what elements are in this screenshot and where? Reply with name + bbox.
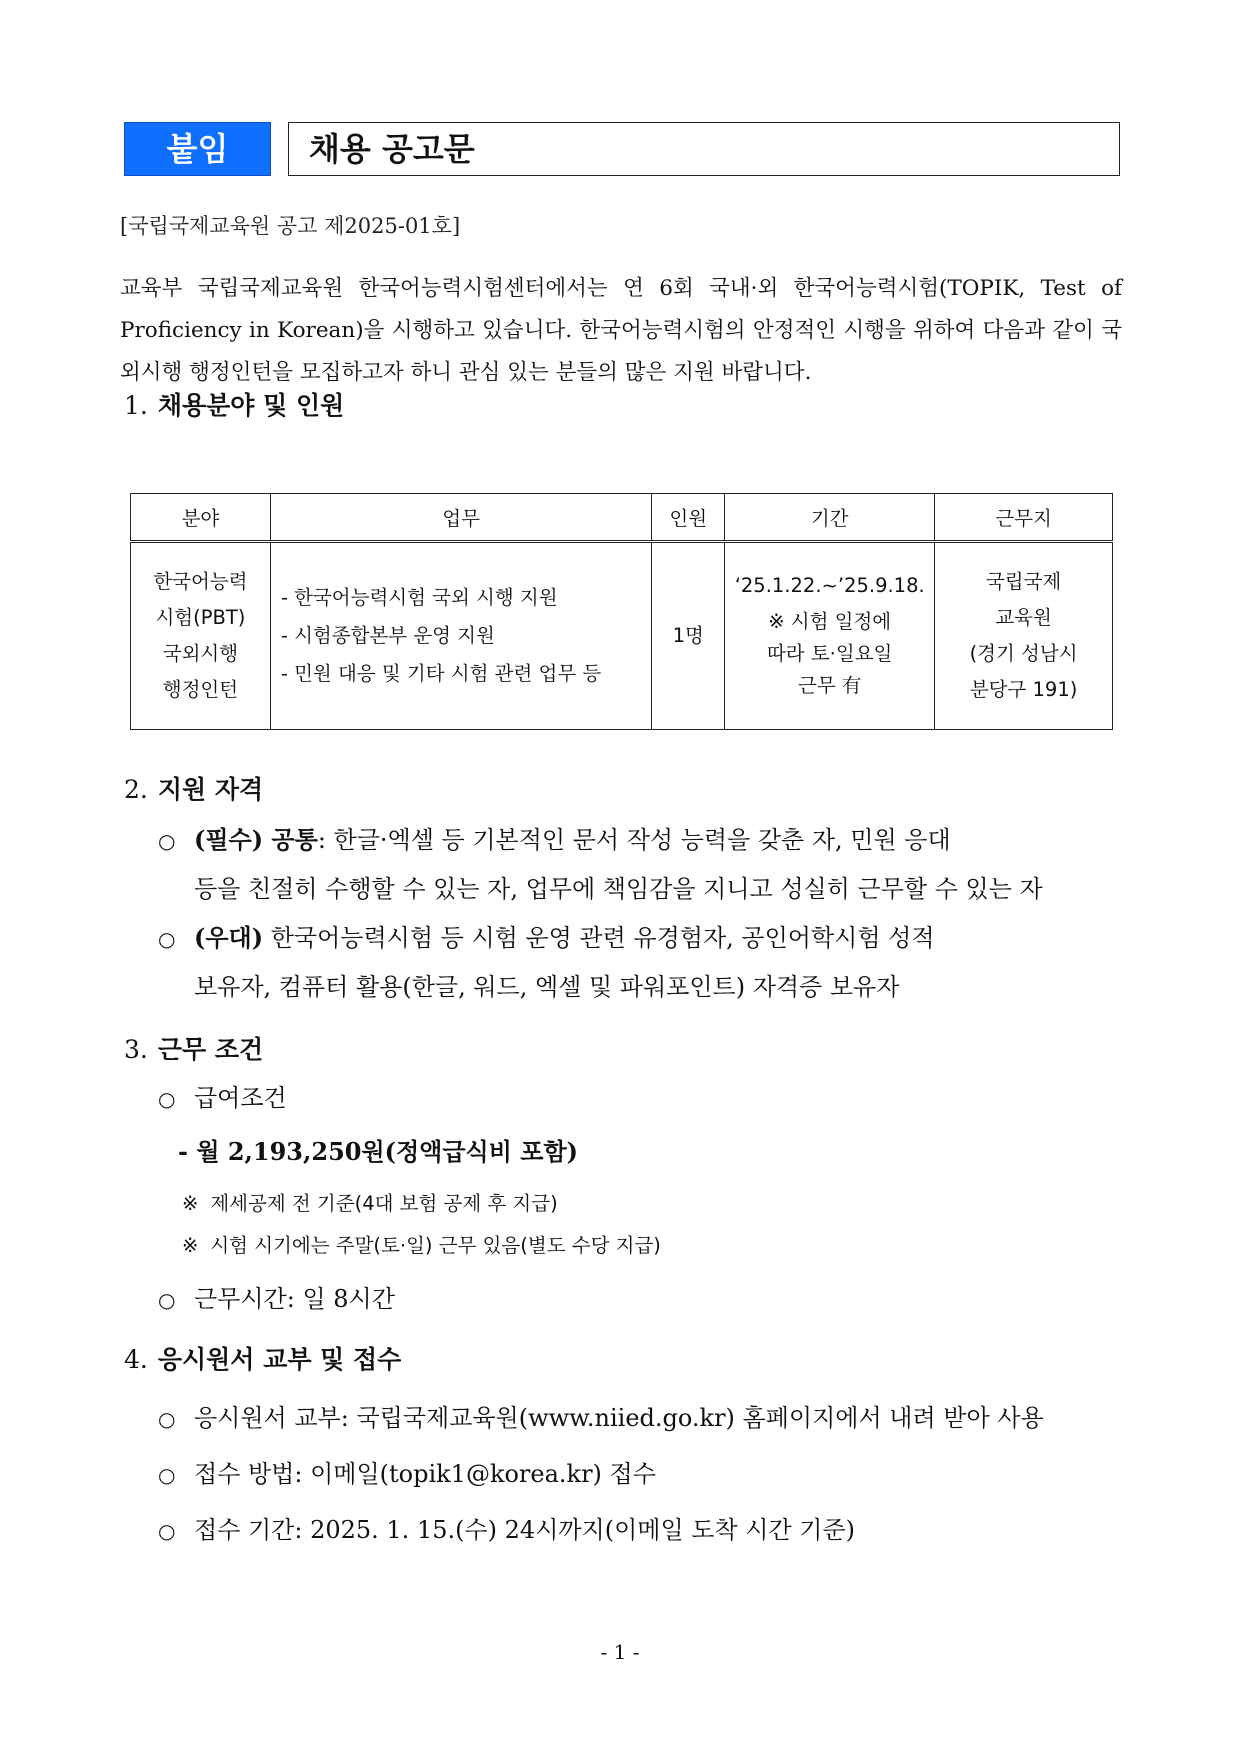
pay-label: 급여조건 xyxy=(194,1084,287,1112)
period-note: 따라 토·일요일 xyxy=(766,642,893,665)
note-mark: ※ xyxy=(182,1234,199,1257)
cell-count: 1명 xyxy=(652,542,725,730)
header-field: 분야 xyxy=(131,494,271,542)
field-line: 행정인턴 xyxy=(162,678,239,701)
bullet-mark: ○ xyxy=(158,829,176,853)
period-note: ※ 시험 일정에 xyxy=(768,610,892,633)
document-title: 채용 공고문 xyxy=(288,122,1120,176)
item-text: 응시원서 교부: 국립국제교육원(www.niied.go.kr) 홈페이지에서 내려 받아 사용 xyxy=(194,1404,1044,1432)
hours-text: 근무시간: 일 8시간 xyxy=(194,1285,395,1313)
work-hours xyxy=(158,1275,1124,1324)
section-title: 지원 자격 xyxy=(157,775,264,804)
cell-period xyxy=(725,542,935,730)
section-number: 3. xyxy=(124,1035,148,1064)
recruitment-table xyxy=(130,493,1113,730)
field-line: 국외시행 xyxy=(162,642,239,665)
pay-note-2 xyxy=(182,1230,661,1258)
pay-condition xyxy=(158,1074,1124,1123)
location-line: (경기 성남시 xyxy=(969,642,1078,665)
bullet-mark: ○ xyxy=(158,1087,176,1111)
application-distribution xyxy=(158,1394,1124,1443)
cell-tasks xyxy=(270,542,651,730)
preferred-text: 한국어능력시험 등 시험 운영 관련 유경험자, 공인어학시험 성적 xyxy=(263,924,935,952)
bullet-mark: ○ xyxy=(158,1519,176,1543)
section-title: 근무 조건 xyxy=(157,1035,264,1064)
note-text: 시험 시기에는 주말(토·일) 근무 있음(별도 수당 지급) xyxy=(210,1234,661,1257)
header-location: 근무지 xyxy=(935,494,1113,542)
cell-location xyxy=(935,542,1113,730)
qualification-preferred xyxy=(158,914,1124,1011)
section-number: 4. xyxy=(124,1345,148,1374)
preferred-text-cont: 보유자, 컴퓨터 활용(한글, 워드, 엑셀 및 파워포인트) 자격증 보유자 xyxy=(194,973,900,1001)
required-text-cont: 등을 친절히 수행할 수 있는 자, 업무에 책임감을 지니고 성실히 근무할 수 있는 자 xyxy=(194,875,1043,903)
required-label: (필수) 공통 xyxy=(194,825,318,854)
section-number: 1. xyxy=(124,391,148,420)
required-text: : 한글·엑셀 등 기본적인 문서 작성 능력을 갖춘 자, 민원 응대 xyxy=(317,826,951,854)
location-line: 국립국제 xyxy=(985,570,1062,593)
cell-field xyxy=(131,542,271,730)
item-text: 접수 방법: 이메일(topik1@korea.kr) 접수 xyxy=(194,1460,656,1488)
section-title: 응시원서 교부 및 접수 xyxy=(157,1345,402,1374)
field-line: 시험(PBT) xyxy=(155,606,246,629)
section-4-heading xyxy=(124,1340,401,1376)
period-note: 근무 有 xyxy=(798,674,862,697)
page-number: - 1 - xyxy=(600,1640,640,1664)
application-method xyxy=(158,1450,1124,1499)
bullet-mark: ○ xyxy=(158,1288,176,1312)
task-item: - 시험종합본부 운영 지원 xyxy=(280,624,495,647)
pay-note-1 xyxy=(182,1188,558,1216)
task-item: - 한국어능력시험 국외 시행 지원 xyxy=(280,586,558,609)
intro-paragraph: 교육부 국립국제교육원 한국어능력시험센터에서는 연 6회 국내·외 한국어능력시험(TOPIK, Test of Proficiency in Korean)을 시행하고 있습니다. 한국어능력시험의 안정적인 시행을 위하여 다음과 같이 국외시행 행정인턴을 모집하고자 하니 관심 있는 분들의 많은 지원 바랍니다. xyxy=(120,276,1122,385)
note-text: 제세공제 전 기준(4대 보험 공제 후 지급) xyxy=(210,1192,558,1215)
bullet-mark: ○ xyxy=(158,1407,176,1431)
task-item: - 민원 대응 및 기타 시험 관련 업무 등 xyxy=(280,662,602,685)
section-number: 2. xyxy=(124,775,148,804)
qualification-required xyxy=(158,816,1124,913)
header-tasks: 업무 xyxy=(270,494,651,542)
bullet-mark: ○ xyxy=(158,927,176,951)
note-mark: ※ xyxy=(182,1192,199,1215)
preferred-label: (우대) xyxy=(194,923,264,952)
section-3-heading xyxy=(124,1030,263,1066)
header-period: 기간 xyxy=(725,494,935,542)
notice-reference: [국립국제교육원 공고 제2025-01호] xyxy=(120,214,461,238)
table-header-row xyxy=(131,494,1113,542)
period-range: ‘25.1.22.∼’25.9.18. xyxy=(734,574,925,597)
pay-amount: - 월 2,193,250원(정액급식비 포함) xyxy=(178,1137,578,1166)
location-line: 교육원 xyxy=(995,606,1052,629)
section-1-heading xyxy=(124,386,344,422)
section-2-heading xyxy=(124,770,263,806)
bullet-mark: ○ xyxy=(158,1463,176,1487)
location-line: 분당구 191) xyxy=(969,678,1078,701)
item-text: 접수 기간: 2025. 1. 15.(수) 24시까지(이메일 도착 시간 기준) xyxy=(194,1516,856,1544)
section-title: 채용분야 및 인원 xyxy=(157,391,345,420)
application-period xyxy=(158,1506,1124,1555)
attachment-badge: 붙임 xyxy=(124,122,271,176)
field-line: 한국어능력 xyxy=(153,570,248,593)
header-count: 인원 xyxy=(652,494,725,542)
table-row xyxy=(131,542,1113,730)
